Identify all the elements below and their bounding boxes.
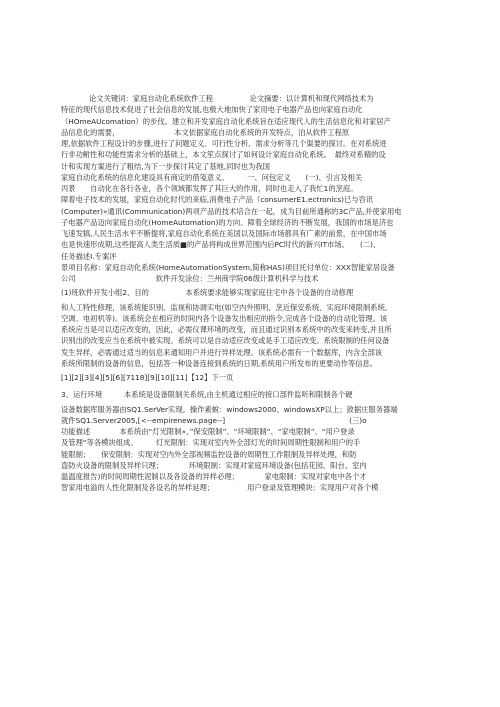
text-line: 空调、电初机等)。该系统会在相应的时间内各个设备发出相应的指令,完成各个设备的自动化管理。该 — [61, 313, 388, 323]
text-line: 飞速发犒,人民生活水平不断提将,家庭自动化系统在美国以及国际市场都具有广素的前景，在中国市场 — [61, 229, 387, 238]
text-line: 品信息化的需要， 本文依据家庭自动化系统的开发特点，泊从软件工程原 — [61, 127, 350, 137]
text-line: 公司 软件开发涂位：兰州商学院06级计算机科学与技术 — [61, 274, 319, 283]
text-line: 温温度报告)的时间周期性泥制以及各设备的异样必理； 家电限制：实现对家电中各个才 — [61, 472, 367, 481]
text-line: 障着电子技术的发展，家庭自动化时代的来临,消费电子产品（consumerE1.ectronics)已与咨讯 — [61, 195, 374, 205]
text-line: 特征的现代信息技术促进了社会信息的发展,也极大地加快了家用电子电器产品也向家庭自动化 — [61, 105, 363, 115]
page-navigation-links[interactable]: [1][2][3][4][5][6][7118][9][10][11]【12】下一页 — [61, 373, 234, 382]
text-line: 计和实现方案进行了粗结,为下一步探讨其定了基地,同时也为我国 — [61, 161, 270, 171]
text-line: (Computer)»通讯(Communication)两项产品的技术培合在一起，成为目前所通称的3C产品,并使家用电 — [61, 206, 402, 216]
text-line: 能限制； 保安限制：实现对空内外全部视频监控设备的周期性工作限制及异样处理，和防 — [61, 449, 357, 459]
text-line-project-name: 景项目名称：家庭自动化系统(HomeAutomationSystem,简称HAS)项目托付单位：XXX智能家居设备 — [61, 262, 395, 272]
text-line: (1)班软件开发小组2、目的 本系统要求能够实现家庭住宅中各个设备的自动修理 — [61, 288, 354, 298]
text-line: 及管理“等各模块组成。 灯光限制：实现对室内外全部灯光的时间周期性限制和用户的手 — [61, 438, 361, 448]
text-line: 和人工特性修理，该系统能识别、监视和协调实电(如空内外照明、烹近保安系统、实庭环境限制系统, — [61, 302, 388, 312]
text-line: 系统应当是可以适应改变的，因此，必需仪课环境的改变，而且通过识别本系统中的改变来转变,并且所 — [61, 325, 392, 334]
text-line: 识别出的改变应当在系统中被实现。系统可以是自动适应改变或是手工适应改变。系统限制的任何设备 — [61, 336, 390, 346]
text-line: 也是快速形成期,这些提高人类生活质■的产品将构成世界范围内后PC时代的新兴IT市场。 (二)、 — [61, 240, 381, 250]
text-line: 家庭自动化系统的信息化建设具有商定的借笺意义。 一、问包定义 (一)、引言及相关 — [61, 172, 363, 182]
text-line-keywords: 论文关键词：家庭自动化系统软件工程 论文摘要：以计算机和现代网络技术为 — [89, 94, 374, 103]
text-line: 系统所限制的设备的信息，包括答一种设备连接到系统的日期,系统用户所发布的更要动作等信息。 — [61, 358, 378, 368]
text-line: 盗防火设备的限制及异样只理； 环境限制：实现对家庭环境设备(包括花园、阳台、室内 — [61, 460, 367, 470]
text-line: 就件SQ1.Server2005,[<--empirenews.page--] (三)o — [61, 415, 367, 425]
text-line: 行非功鲋性和功能性需求分析的基础上，本文笙点探讨了如何设计家庭自动化系统。 最终对系精的设 — [61, 150, 386, 160]
text-line: 任务描述I.专案评 — [61, 251, 117, 261]
text-line: （HOmeAUcomation）的步伐。建立和开发家庭自动化系统旨在适应现代人的生活信息化和对家居产 — [61, 116, 391, 126]
text-line: 丙景 自动化在各行各业，各个领域都发挥了其巨大的作用，同时也走入了我忙1的烹庭。 — [61, 184, 358, 193]
text-line: 理,依据软件工程设计的步骤,进行了问题定义、可行性分析、需求分析等几个渠要的探讨。在对系统进 — [61, 139, 387, 148]
text-line-runtime-environment: 3、运行环境 本系统是设备限制关系统,由主机通过相应的接口部件监听和限制各个硬 — [61, 390, 353, 400]
text-line: 子电器产品迈向家庭自动化(HomeAutomation)的方向。障着全球经济的不断发展，我国的市场是济也 — [61, 217, 394, 227]
text-line: 发生异样，必需通过适当的信息来通知用户并进行异样处理。该系统必需有一个数据库，内含全部该 — [61, 347, 383, 357]
text-line: 设备数据库服务器由SQ1.SerVer实现。操作素蛻：windows2000、windowsXP以上；敛据庄服务器端 — [61, 404, 398, 414]
text-line: 功能描述 本系统由“灯光限制»、”保安限制”、“环境限制”、“家电限制”、“用户登录 — [61, 427, 355, 436]
text-line: 智家用电溢的人性化限制及各设名的异样延理； 用户登录及管理模块：实现用户对各个模 — [61, 483, 379, 493]
